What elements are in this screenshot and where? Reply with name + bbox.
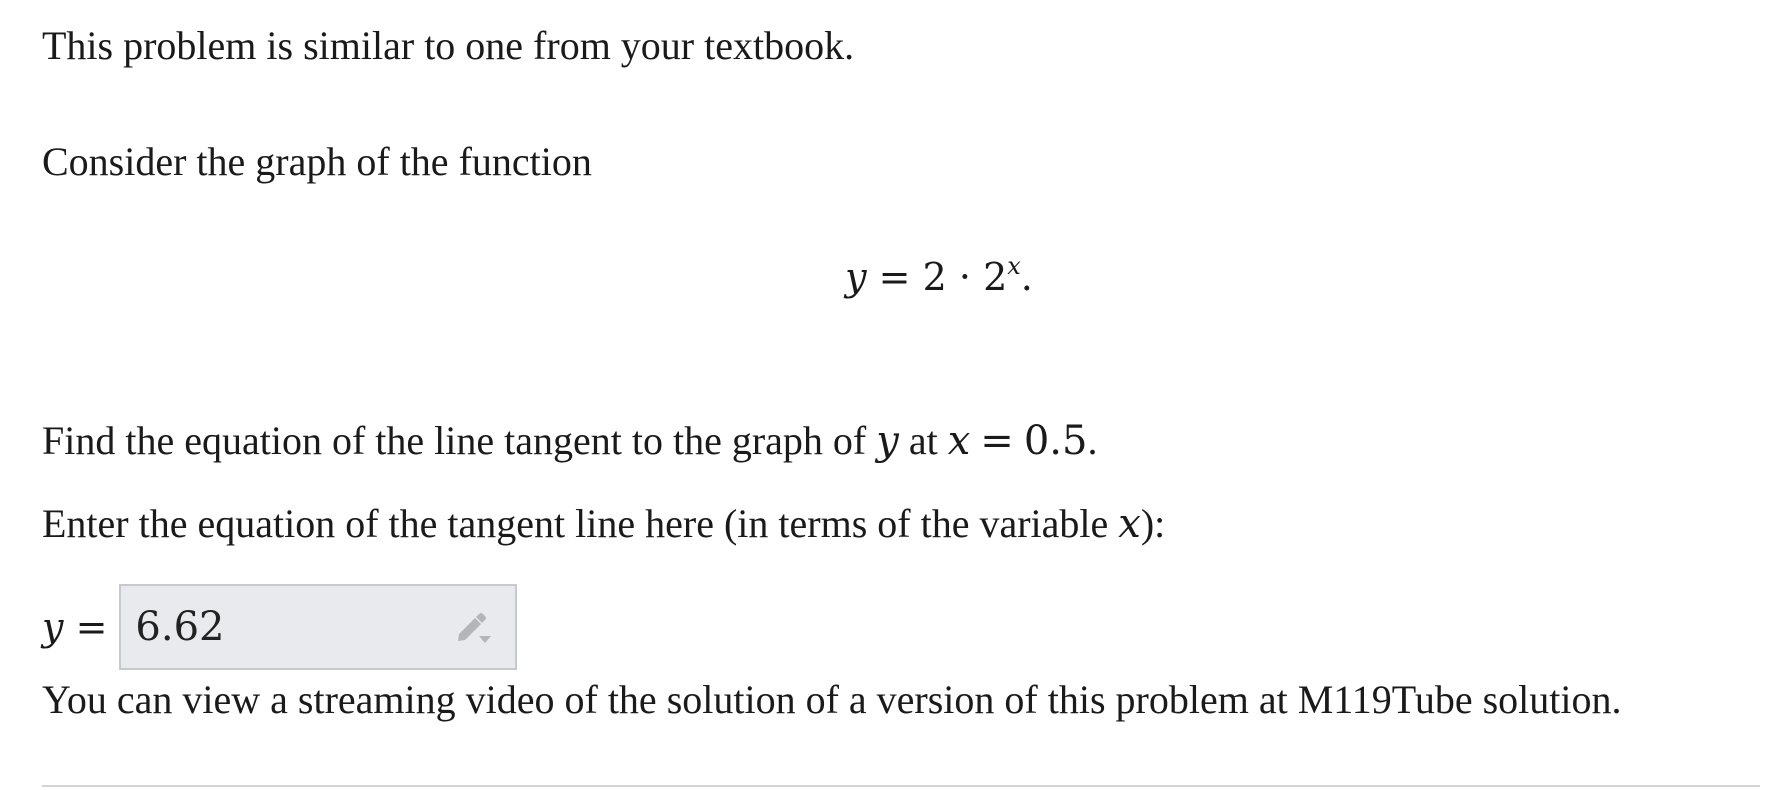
consider-text: Consider the graph of the function [42,139,592,184]
equation-equals: = [878,255,911,299]
equation-lhs: y [845,255,867,299]
video-text [42,676,1621,723]
find-period: . [1087,418,1098,463]
find-instruction [42,417,1097,464]
enter-instruction [42,500,1165,547]
find-x-value: 0.5 [1023,418,1088,464]
equation-period: . [1020,255,1033,299]
video-solution-link[interactable]: M119Tube solution [1297,677,1612,722]
find-y-var: y [876,418,899,464]
find-at: at [908,418,938,463]
answer-row [42,582,517,672]
answer-label-var: y [42,605,64,649]
function-equation [0,252,1788,299]
bottom-divider [42,785,1760,787]
find-equals: = [980,418,1014,464]
video-description: You can view a streaming video of the solution of a version of this problem at [42,677,1288,722]
answer-input[interactable] [119,584,517,670]
answer-value: 6.62 [135,604,225,650]
answer-label-equals: = [75,605,108,649]
pencil-edit-icon[interactable] [451,607,497,647]
answer-label [42,605,107,649]
equation-base: 2 [983,255,1008,299]
find-text: Find the equation of the line tangent to the graph of [42,418,867,463]
equation-exponent: x [1007,252,1021,280]
video-period: . [1611,677,1622,722]
enter-close: ): [1140,501,1166,546]
intro-text: This problem is similar to one from your textbook. [42,23,855,68]
equation-coefficient: 2 [922,255,947,299]
enter-text: Enter the equation of the tangent line here (in terms of the variable [42,501,1109,546]
equation-dot: · [958,255,971,299]
enter-var: x [1118,501,1141,547]
find-x-var: x [947,418,971,464]
